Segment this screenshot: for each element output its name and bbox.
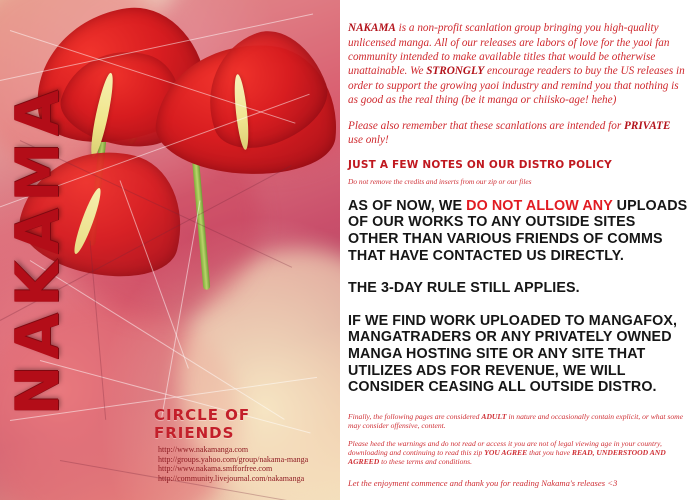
circle-of-friends-heading: CIRCLE OF FRIENDS [154, 406, 251, 442]
group-name: NAKAMA [348, 22, 396, 35]
warning-emphasis-read: READ, UNDERSTOOD AND AGREED [348, 447, 666, 467]
nakama-title-vertical [2, 8, 74, 492]
intro-text-a: is a non-profit scanlation group bringing you high-quality unlicensed manga. All of our releases are labors of love for the yaoi fan community intended to make available titles that would be otherwise unattainable. We [348, 22, 670, 78]
adult-text-b: in nature and occasionally contain explicit, or what some may consider offensive, content. [348, 411, 684, 431]
list-item[interactable]: http://groups.yahoo.com/group/nakama-manga [158, 454, 309, 464]
nakama-title-text: NAKAMA [3, 84, 73, 416]
legal-warning-notice [348, 439, 688, 467]
policy-paragraph-uploads [348, 198, 688, 264]
information-panel [340, 0, 700, 500]
list-item[interactable]: http://www.nakamanga.com [158, 445, 249, 454]
warning-text-a: Please heed the warnings and do not read or access it you are not of legal viewing age in your country, downloading and continuing to read this zip [348, 438, 662, 457]
list-item[interactable]: http://community.livejournal.com/nakamanga [158, 473, 305, 483]
intro-emphasis-strongly: STRONGLY [426, 65, 485, 78]
list-item[interactable]: http://www.nakama.smfforfree.com [158, 464, 273, 473]
cover-artwork [0, 0, 340, 500]
private-use-paragraph [348, 119, 688, 148]
adult-content-notice [348, 412, 688, 431]
distro-policy-heading: JUST A FEW NOTES ON OUR DISTRO POLICY [348, 158, 612, 171]
private-emphasis: PRIVATE [624, 119, 671, 132]
intro-paragraph [348, 21, 688, 107]
adult-emphasis: ADULT [481, 411, 507, 421]
policy-emphasis-disallow: DO NOT ALLOW ANY [466, 197, 613, 214]
warning-emphasis-agree: YOU AGREE [484, 447, 528, 457]
policy-text-b: UPLOADS OF OUR WORKS TO ANY OUTSIDE SITES OTHER THAN VARIOUS FRIENDS OF COMMS THAT HAVE CONTACTED US DIRECTLY. [348, 197, 688, 264]
private-text-a: Please also remember that these scanlations are intended for [348, 119, 625, 132]
policy-text-a: AS OF NOW, WE [348, 197, 467, 214]
credits-note: Do not remove the credits and inserts from our zip or our files [348, 176, 532, 186]
policy-paragraph-hosting-sites: IF WE FIND WORK UPLOADED TO MANGAFOX, MANGATRADERS OR ANY PRIVATELY OWNED MANGA HOSTING SITE OR ANY SITE THAT UTILIZES ADS FOR REVENUE, WE WILL CONSIDER CEASING ALL OUTSIDE DISTRO. [348, 312, 678, 396]
private-text-b: use only! [348, 134, 389, 147]
circle-of-friends-block [140, 406, 336, 483]
warning-text-c: to these terms and conditions. [379, 457, 473, 467]
warning-text-b: that you have [527, 447, 572, 457]
closing-message: Let the enjoyment commence and thank you for reading Nakama's releases <3 [348, 477, 618, 488]
circle-of-friends-links [140, 445, 336, 483]
intro-text-b: encourage readers to buy the US releases in order to support the growing yaoi industry and remind you that nothing is as good as the real thing (be it manga or chiisko-age! hehe) [348, 65, 685, 107]
adult-text-a: Finally, the following pages are considered [348, 411, 482, 421]
policy-paragraph-three-day-rule: THE 3-DAY RULE STILL APPLIES. [348, 280, 580, 297]
